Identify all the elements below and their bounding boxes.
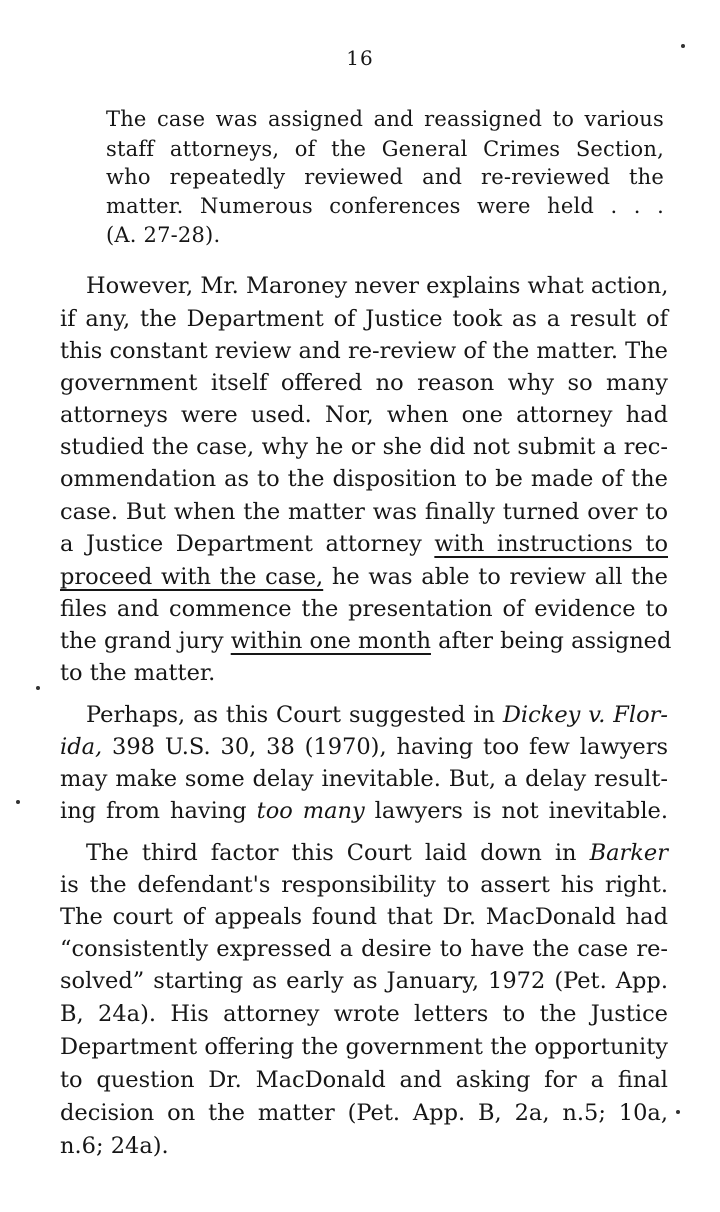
quote-line: The case was assigned and reassigned to various [106, 107, 664, 131]
paragraph-line: if any, the Department of Justice took as a result of [60, 306, 668, 332]
emphasis: too many [256, 798, 365, 824]
paragraph-line: is the defendant's responsibility to assert his right. [60, 872, 668, 898]
underlined-phrase: proceed with the case, [60, 564, 324, 590]
scan-speck [16, 800, 20, 804]
case-name: Dickey v. Flor- [502, 702, 668, 728]
paragraph-line: attorneys were used. Nor, when one attorney had [60, 402, 668, 428]
paragraph-line: a Justice Department attorney with instructions to [60, 531, 668, 557]
paragraph-line: case. But when the matter was finally turned over to [60, 499, 668, 525]
scan-speck [681, 44, 685, 48]
paragraph-line: may make some delay inevitable. But, a delay result- [60, 766, 668, 792]
paragraph-line: B, 24a). His attorney wrote letters to the Justice [60, 1001, 668, 1027]
paragraph-line: files and commence the presentation of evidence to [60, 596, 668, 622]
paragraph-line: The court of appeals found that Dr. MacDonald had [60, 904, 668, 930]
paragraph-line: ida, 398 U.S. 30, 38 (1970), having too few lawyers [60, 734, 668, 760]
quote-line: staff attorneys, of the General Crimes Section, [106, 137, 664, 161]
paragraph-line: proceed with the case, he was able to review all the [60, 564, 668, 590]
quote-line: who repeatedly reviewed and re-reviewed the [106, 165, 664, 189]
case-name: ida, [60, 734, 103, 760]
paragraph-line: n.6; 24a). [60, 1133, 169, 1159]
quote-line: matter. Numerous conferences were held . . . [106, 194, 664, 218]
paragraph-line: Department offering the government the opportunity [60, 1034, 668, 1060]
underlined-phrase: with instructions to [434, 531, 668, 557]
paragraph-line: decision on the matter (Pet. App. B, 2a, n.5; 10a, [60, 1100, 668, 1126]
paragraph-line: Perhaps, as this Court suggested in Dickey v. Flor- [86, 702, 668, 728]
case-name: Barker [589, 840, 668, 866]
scan-speck [36, 686, 40, 690]
quote-line: (A. 27-28). [106, 223, 221, 247]
paragraph-line: ommendation as to the disposition to be made of the [60, 466, 668, 492]
page-number: 16 [346, 46, 374, 70]
paragraph-line: solved” starting as early as January, 1972 (Pet. App. [60, 968, 668, 994]
paragraph-line: The third factor this Court laid down in Barker [86, 840, 668, 866]
paragraph-line: to question Dr. MacDonald and asking for a final [60, 1067, 668, 1093]
paragraph-line: the grand jury within one month after being assigned [60, 628, 672, 654]
paragraph-line: “consistently expressed a desire to have the case re- [60, 936, 668, 962]
paragraph-line: However, Mr. Maroney never explains what action, [86, 273, 669, 299]
paragraph-line: this constant review and re-review of the matter. The [60, 338, 668, 364]
paragraph-line: studied the case, why he or she did not submit a rec- [60, 434, 668, 460]
paragraph-line: ing from having too many lawyers is not inevitable. [60, 798, 668, 824]
underlined-phrase: within one month [230, 628, 431, 654]
scan-speck [676, 1110, 680, 1114]
paragraph-line: government itself offered no reason why so many [60, 370, 668, 396]
paragraph-line: to the matter. [60, 660, 216, 686]
